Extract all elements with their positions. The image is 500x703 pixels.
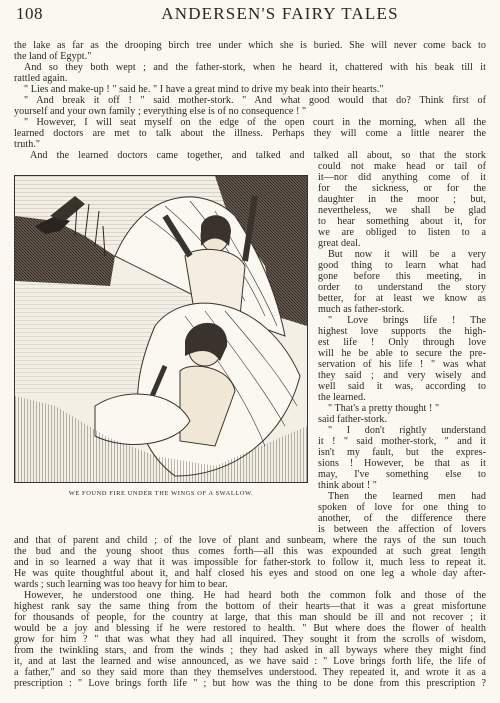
text-line: it ! " said mother-stork, " and it [318, 436, 486, 447]
text-line: think about ! " [318, 480, 377, 491]
text-line: for the sickness, or for the [318, 183, 486, 194]
text-line: highest rank say the same thing from the bottom of their hearts—that it was a great misfortune [14, 601, 486, 612]
text-line: truth." [14, 139, 41, 150]
text-line: from the twinkling stars, and from the winds ; they had asked in all byways where they might find [14, 645, 486, 656]
text-line: they said ; and very wisely and [318, 370, 486, 381]
text-line: " Love brings life ! The [328, 315, 486, 326]
text-line: prescription : " Love brings forth life " ; but how was the thing to be done from this prescription ? [14, 678, 486, 689]
text-line: good thing to learn what had [318, 260, 486, 271]
text-line: will he be able to secure the pre- [318, 348, 486, 359]
text-line: grow for him ? " that was what they had all inquired. They sought it from the scrolls of wisdom, [14, 634, 486, 645]
text-line: another, of the difference there [318, 513, 486, 524]
text-line: nevertheless, we shall be glad [318, 205, 486, 216]
text-line: Then the learned men had [328, 491, 486, 502]
text-line: gone before this meeting, in [318, 271, 486, 282]
page-number: 108 [16, 4, 43, 23]
text-line: the land of Egypt." [14, 51, 92, 62]
text-line: rattled again. [14, 73, 68, 84]
text-line: " I don't rightly understand [328, 425, 486, 436]
text-line: it, and at last the learned and wise announced, as we have said : " Love brings forth life, the life of [14, 656, 486, 667]
text-line: and in so learned a way that it was impossible for father-stork to follow it, much less to repeat it. [14, 557, 486, 568]
text-line: He was quite thoughtful about it, and half closed his eyes and stood on one leg a whole day after- [14, 568, 486, 579]
text-line: it—nor did anything come of it [318, 172, 486, 183]
text-line: we are obliged to listen to a [318, 227, 486, 238]
text-line: said father-stork. [318, 414, 388, 425]
text-line: But now it will be a very [328, 249, 486, 260]
text-line: servation of his life ! " was what [318, 359, 486, 370]
text-line: est life ! Only through love [318, 337, 486, 348]
text-line: However, he understood one thing. He had heard both the common folk and those of the [24, 590, 486, 601]
text-line: " Lies and make-up ! " said he. " I have a great mind to drive my beak into their hearts." [24, 84, 384, 95]
text-line: great deal. [318, 238, 361, 249]
text-line: learned doctors are met to talk about the illness. Perhaps they will come a little nearer the [14, 128, 486, 139]
illustration-engraving [14, 175, 308, 483]
text-line: the bud and the young shoot thus comes forth—all this was expounded at such great length [14, 546, 486, 557]
text-line: the lake as far as the drooping birch tree under which she is buried. She will never come back to [14, 40, 486, 51]
text-line: a father," and so they said more than they themselves understood. They repeated it, and wrote it as a [14, 667, 486, 678]
text-line: order to understand the story [318, 282, 486, 293]
illustration-drawing [15, 176, 307, 482]
text-line: would be a joy and blessing if he were restored to health. " But where does the flower of health [14, 623, 486, 634]
text-line: wards ; such learning was too heavy for him to bear. [14, 579, 228, 590]
running-title: ANDERSEN'S FAIRY TALES [161, 4, 399, 23]
text-line: isn't my fault, but the expres- [318, 447, 486, 458]
text-line: well said it was, according to [318, 381, 486, 392]
text-line: sions ! However, be that as it [318, 458, 486, 469]
illustration-caption: WE FOUND FIRE UNDER THE WINGS OF A SWALLOW. [68, 490, 254, 497]
text-line: and that of parent and child ; of the love of plant and sunbeam, where the rays of the sun touch [14, 535, 486, 546]
text-line: And the learned doctors came together, and talked and talked all about, so that the stork [30, 150, 486, 161]
text-line: much as father-stork. [318, 304, 405, 315]
text-line: could not make head or tail of [318, 161, 486, 172]
text-line: spoken of love for one thing to [318, 502, 486, 513]
text-line: " However, I will seat myself on the edge of the open court in the morning, when all the [24, 117, 486, 128]
text-line: the learned. [318, 392, 366, 403]
text-line: yourself and your own family ; everything else is of no consequence ! " [14, 106, 307, 117]
page-header [16, 4, 486, 30]
text-line: " And break it off ! " said mother-stork. " And what good would that do? Think first of [24, 95, 486, 106]
text-line: for thousands of people, for the country at large, that this man should be ill and not recover ; it [14, 612, 486, 623]
text-line: And so they both wept ; and the father-stork, when he heard it, chattered with his beak till it [24, 62, 486, 73]
text-line: better, for at least we know as [318, 293, 486, 304]
text-line: is between the affection of lovers [318, 524, 486, 535]
text-line: daughter in the moor ; but, [318, 194, 486, 205]
text-line: highest love supports the high- [318, 326, 486, 337]
text-line: " That's a pretty thought ! " [328, 403, 440, 414]
text-line: to hear something about it, for [318, 216, 486, 227]
text-line: may, I've something else to [318, 469, 486, 480]
